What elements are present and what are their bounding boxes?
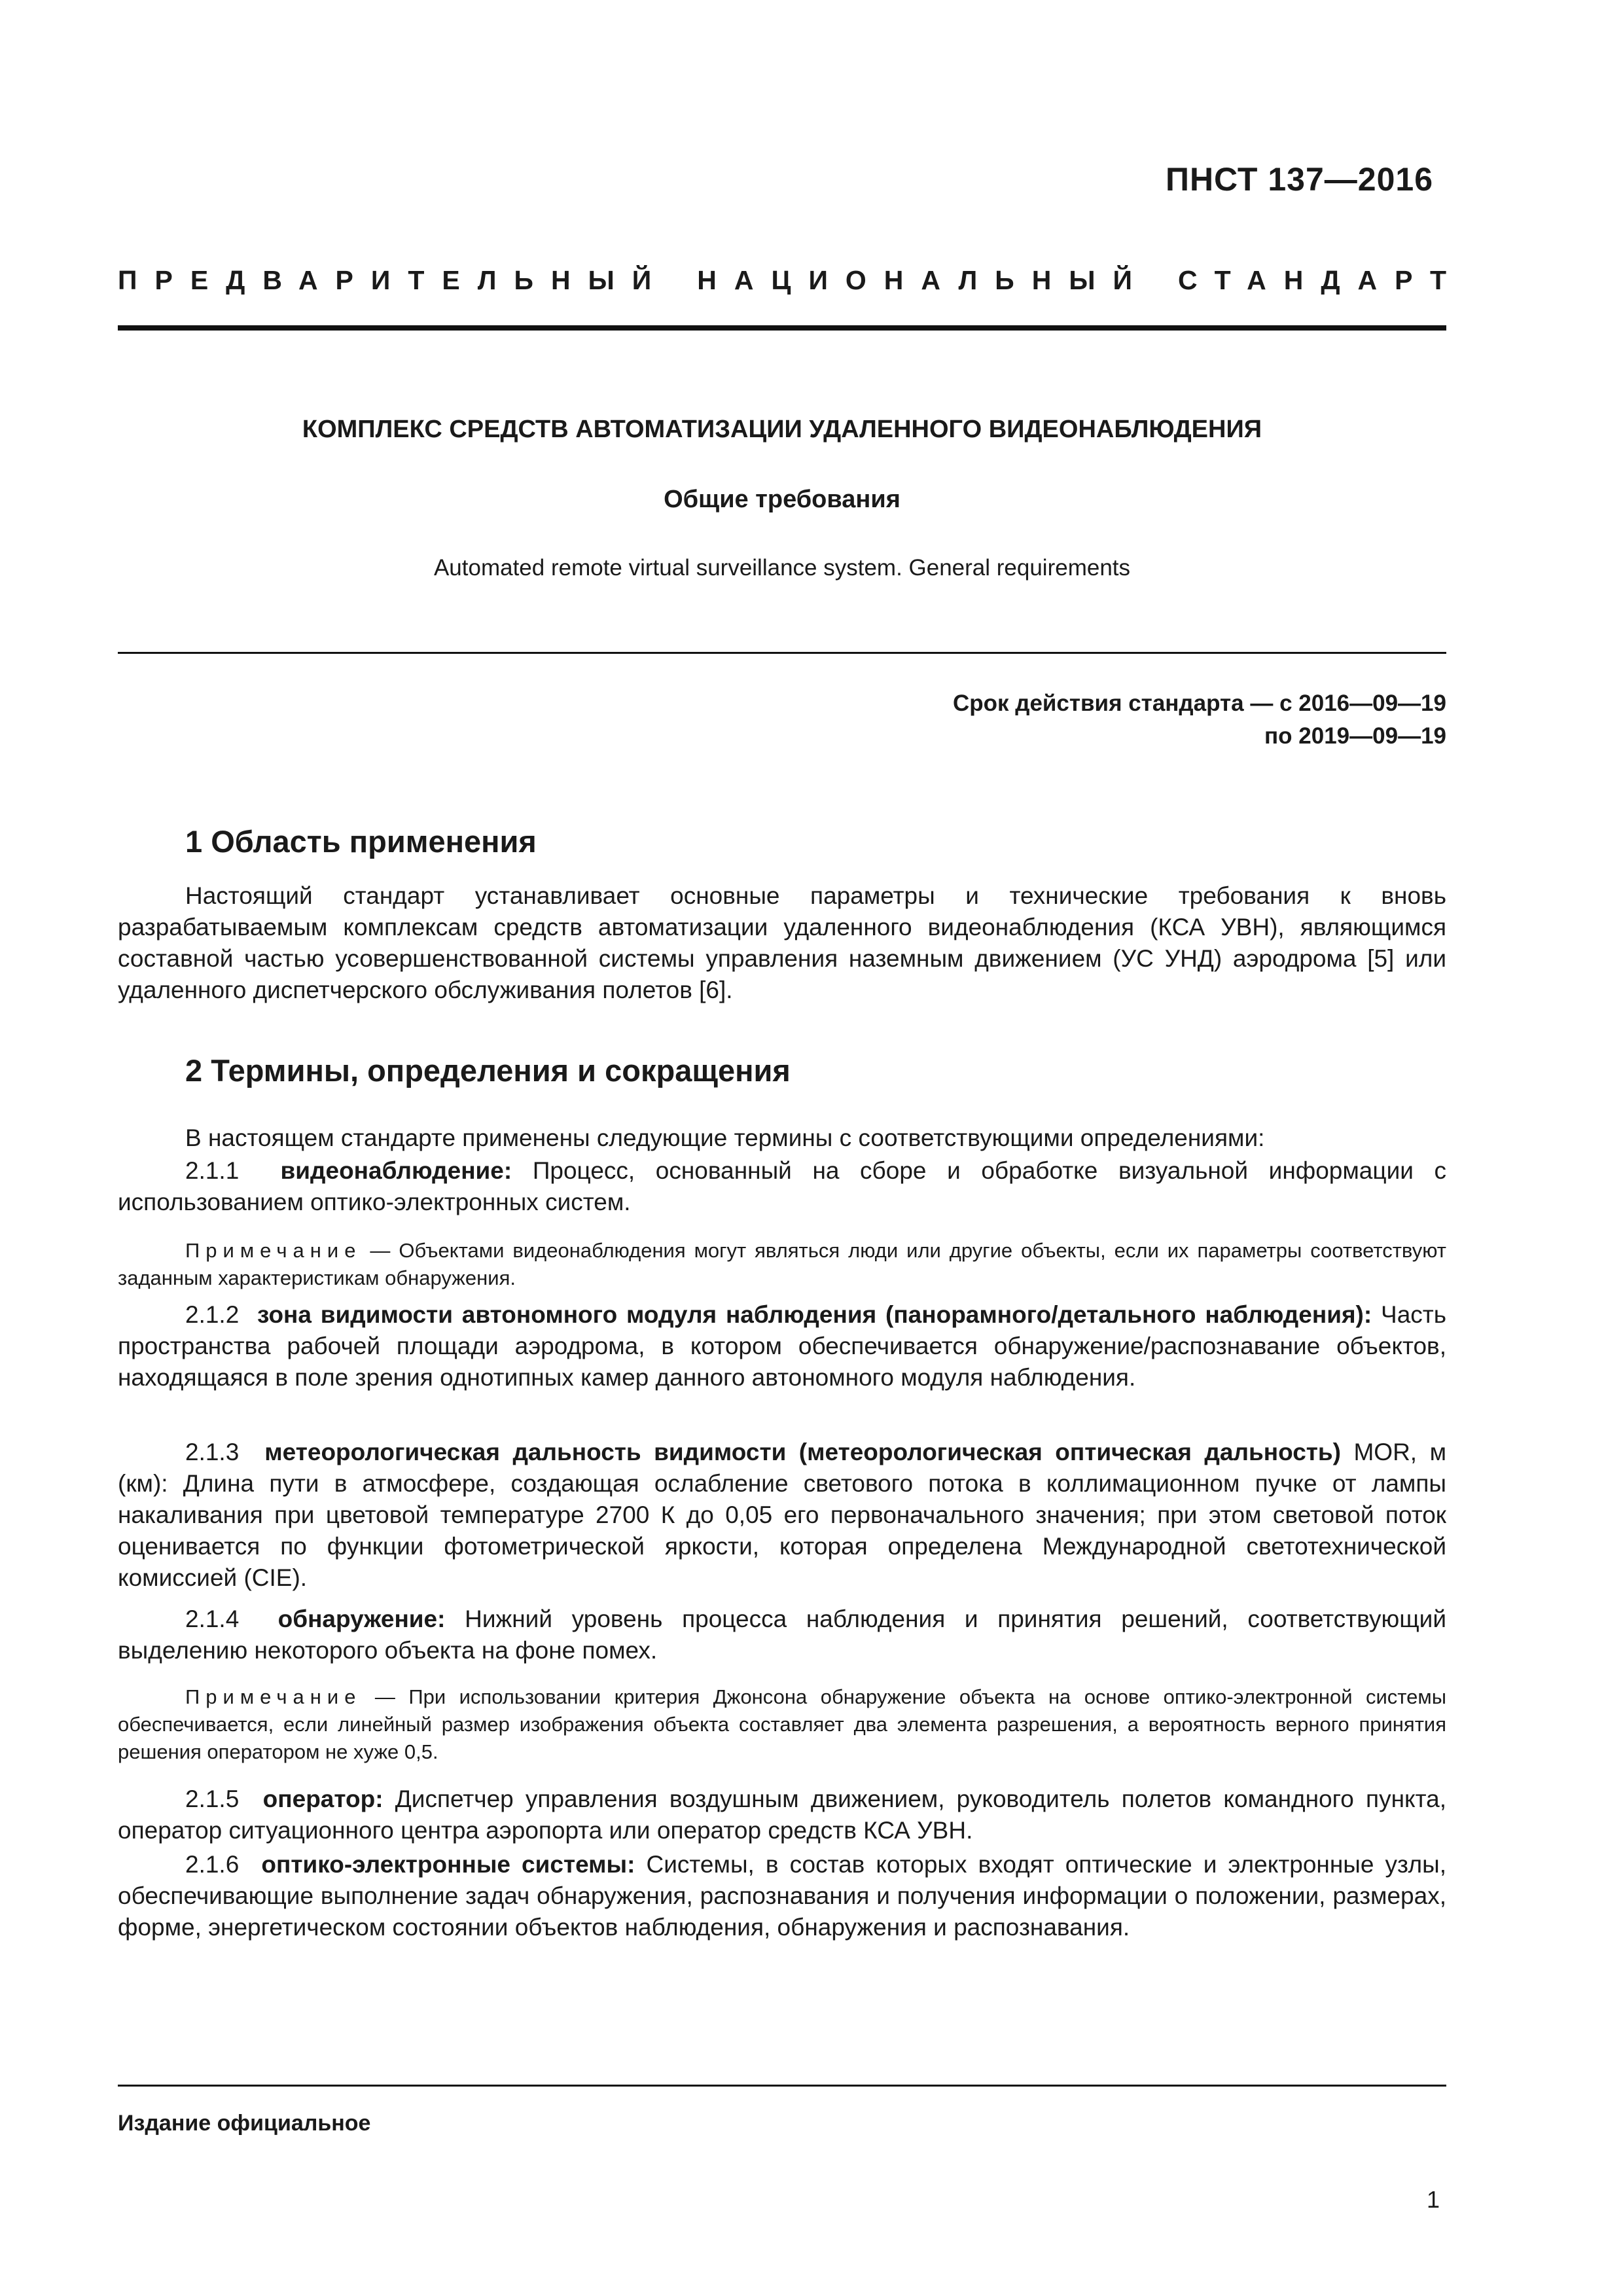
term-text: Системы, в состав которых входят оптические и электронные узлы, обеспечивающие выполнение задач обнаружения, распознавания и получения информации о положении, размерах, форме, энергетическом состоянии объектов наблюдения, обнаружения и распознавания.: [118, 1851, 1447, 1941]
section-heading: 2 Термины, определения и сокращения: [185, 1053, 791, 1088]
english-title: Automated remote virtual surveillance system. General requirements: [433, 555, 1131, 581]
term-number: 2.1.5: [185, 1785, 240, 1812]
document-subtitle: Общие требования: [664, 486, 901, 513]
term-definition: [118, 1299, 1446, 1393]
term-definition: [118, 1784, 1446, 1846]
paragraph: В настоящем стандарте применены следующие термины с соответствующими определениями:: [185, 1124, 1265, 1151]
term-text: MOR, м (км): Длина пути в атмосфере, создающая ослабление светового потока в коллимационном пучке от лампы накаливания при цветовой температуре 2700 К до 0,05 его первоначального значения; при этом световой поток оценивается по функции фотометрической яркости, которая определена Международной светотехнической комиссией (CIE).: [118, 1439, 1447, 1591]
validity-period: [953, 687, 1446, 753]
note: [118, 1683, 1446, 1766]
note-label: Примечание: [185, 1685, 362, 1708]
banner-word: НАЦИОНАЛЬНЫЙ: [697, 265, 1150, 295]
term-definition: [118, 1604, 1446, 1666]
validity-line: по 2019—09—19: [1264, 723, 1446, 749]
term-definition: [118, 1155, 1446, 1218]
banner-word: СТАНДАРТ: [1178, 265, 1464, 295]
term-name: обнаружение:: [277, 1605, 446, 1632]
edition-label: Издание официальное: [118, 2111, 371, 2136]
term-number: 2.1.2: [185, 1301, 240, 1328]
term-text: Нижний уровень процесса наблюдения и принятия решений, соответствующий выделению некоторого объекта на фоне помех.: [118, 1605, 1447, 1664]
doc-number: ПНСТ 137—2016: [1166, 161, 1433, 198]
header-divider: [118, 325, 1446, 331]
banner-word: ПРЕДВАРИТЕЛЬНЫЙ: [118, 265, 669, 295]
footer-divider: [118, 2085, 1446, 2087]
note-label: Примечание: [185, 1239, 362, 1262]
term-name: оператор:: [262, 1785, 383, 1812]
note-text: — При использовании критерия Джонсона обнаружение объекта на основе оптико-электронной системы обеспечивается, если линейный размер изображения объекта составляет два элемента разрешения, а вероятность верного принятия решения оператором не хуже 0,5.: [118, 1685, 1446, 1763]
term-number: 2.1.4: [185, 1605, 240, 1632]
term-definition: [118, 1437, 1446, 1594]
note-text: — Объектами видеонаблюдения могут являться люди или другие объекты, если их параметры соответствуют заданным характеристикам обнаружения.: [118, 1239, 1446, 1289]
term-number: 2.1.1: [185, 1157, 240, 1184]
title-divider: [118, 652, 1446, 654]
validity-line: Срок действия стандарта — с 2016—09—19: [952, 691, 1446, 716]
term-definition: [118, 1849, 1446, 1943]
term-text: Процесс, основанный на сборе и обработке визуальной информации с использованием оптико-электронных систем.: [118, 1157, 1447, 1215]
note: [118, 1237, 1446, 1292]
term-text: Диспетчер управления воздушным движением, руководитель полетов командного пункта, оператор ситуационного центра аэропорта или оператор средств КСА УВН.: [118, 1785, 1447, 1844]
term-name: зона видимости автономного модуля наблюдения (панорамного/детального наблюдения):: [257, 1301, 1372, 1328]
term-name: видеонаблюдение:: [280, 1157, 512, 1184]
document-title: КОМПЛЕКС СРЕДСТВ АВТОМАТИЗАЦИИ УДАЛЕННОГО ВИДЕОНАБЛЮДЕНИЯ: [302, 416, 1262, 443]
section-heading: 1 Область применения: [185, 824, 537, 859]
term-text: Часть пространства рабочей площади аэродрома, в котором обеспечивается обнаружение/распознавание объектов, находящаяся в поле зрения однотипных камер данного автономного модуля наблюдения.: [118, 1301, 1447, 1391]
term-number: 2.1.3: [185, 1439, 240, 1465]
term-name: оптико-электронные системы:: [261, 1851, 635, 1878]
page-number: 1: [1426, 2186, 1440, 2213]
term-name: метеорологическая дальность видимости (метеорологическая оптическая дальность): [264, 1439, 1341, 1465]
term-number: 2.1.6: [185, 1851, 240, 1878]
paragraph: Настоящий стандарт устанавливает основные параметры и технические требования к вновь разрабатываемым комплексам средств автоматизации удаленного видеонаблюдения (КСА УВН), являющимся составной частью усовершенствованной системы управления наземным движением (УС УНД) аэродрома [5] или удаленного диспетчерского обслуживания полетов [6].: [118, 882, 1446, 1003]
standard-banner: [118, 265, 1464, 296]
